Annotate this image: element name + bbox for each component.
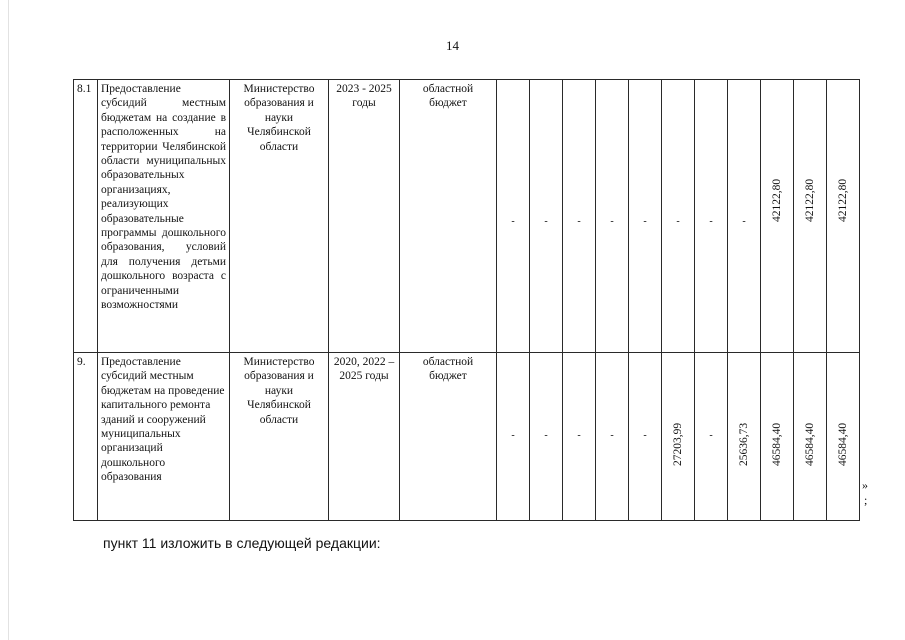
value-cell xyxy=(794,80,827,353)
value-text: 27203,99 xyxy=(672,422,684,466)
value-cell xyxy=(530,80,563,353)
value-cell xyxy=(827,353,860,521)
funding-source: областной бюджет xyxy=(400,80,497,353)
value-cell xyxy=(728,353,761,521)
executor: Министерство образования и науки Челябинской области xyxy=(230,80,329,353)
row-number: 8.1 xyxy=(74,80,98,353)
value-cell xyxy=(827,80,860,353)
funding-source: областной бюджет xyxy=(400,353,497,521)
value-text: - xyxy=(511,216,515,227)
instruction-text: пункт 11 изложить в следующей редакции: xyxy=(103,535,381,551)
value-text: - xyxy=(610,216,614,227)
value-cell xyxy=(497,80,530,353)
value-cell xyxy=(563,353,596,521)
value-cell xyxy=(596,353,629,521)
value-cell xyxy=(530,353,563,521)
table-row xyxy=(74,80,860,353)
value-cell xyxy=(728,80,761,353)
value-text: - xyxy=(511,430,515,441)
value-text: - xyxy=(643,216,647,227)
value-text: - xyxy=(610,430,614,441)
value-text: - xyxy=(676,216,680,227)
value-text: 46584,40 xyxy=(771,422,783,466)
value-cell xyxy=(662,353,695,521)
page-number: 14 xyxy=(446,38,459,53)
value-cell xyxy=(662,80,695,353)
value-cell xyxy=(629,353,662,521)
value-text: - xyxy=(643,430,647,441)
value-text: 25636,73 xyxy=(738,422,750,466)
row-number: 9. xyxy=(74,353,98,521)
measure-description: Предоставление субсидий местным бюджетам на создание в расположенных на территории Челябинской области муниципальных образовательных организациях, реализующих образовательные программы дошкольного образования, условий для получения детьми дошкольного возраста с ограниченными возможностями xyxy=(98,80,230,353)
value-text: 46584,40 xyxy=(804,422,816,466)
value-text: 42122,80 xyxy=(771,178,783,222)
value-text: 46584,40 xyxy=(837,422,849,466)
value-text: - xyxy=(577,216,581,227)
implementation-period: 2020, 2022 – 2025 годы xyxy=(329,353,400,521)
implementation-period: 2023 - 2025 годы xyxy=(329,80,400,353)
value-text: 42122,80 xyxy=(837,178,849,222)
value-text: - xyxy=(544,216,548,227)
value-text: - xyxy=(742,216,746,227)
value-cell xyxy=(695,353,728,521)
value-cell xyxy=(497,353,530,521)
executor: Министерство образования и науки Челябинской области xyxy=(230,353,329,521)
measure-description: Предоставление субсидий местным бюджетам на проведение капитального ремонта зданий и сооружений муниципальных организаций дошкольного образования xyxy=(98,353,230,521)
value-cell xyxy=(596,80,629,353)
value-cell xyxy=(629,80,662,353)
value-cell xyxy=(794,353,827,521)
value-text: - xyxy=(544,430,548,441)
value-cell xyxy=(563,80,596,353)
value-text: - xyxy=(577,430,581,441)
closing-quote: » xyxy=(862,478,868,492)
budget-table xyxy=(73,79,860,521)
closing-semicolon: ; xyxy=(864,493,868,507)
value-text: 42122,80 xyxy=(804,178,816,222)
value-cell xyxy=(761,353,794,521)
value-cell xyxy=(761,80,794,353)
value-cell xyxy=(695,80,728,353)
scan-edge-line xyxy=(8,0,9,640)
value-text: - xyxy=(709,430,713,441)
table-row xyxy=(74,353,860,521)
value-text: - xyxy=(709,216,713,227)
